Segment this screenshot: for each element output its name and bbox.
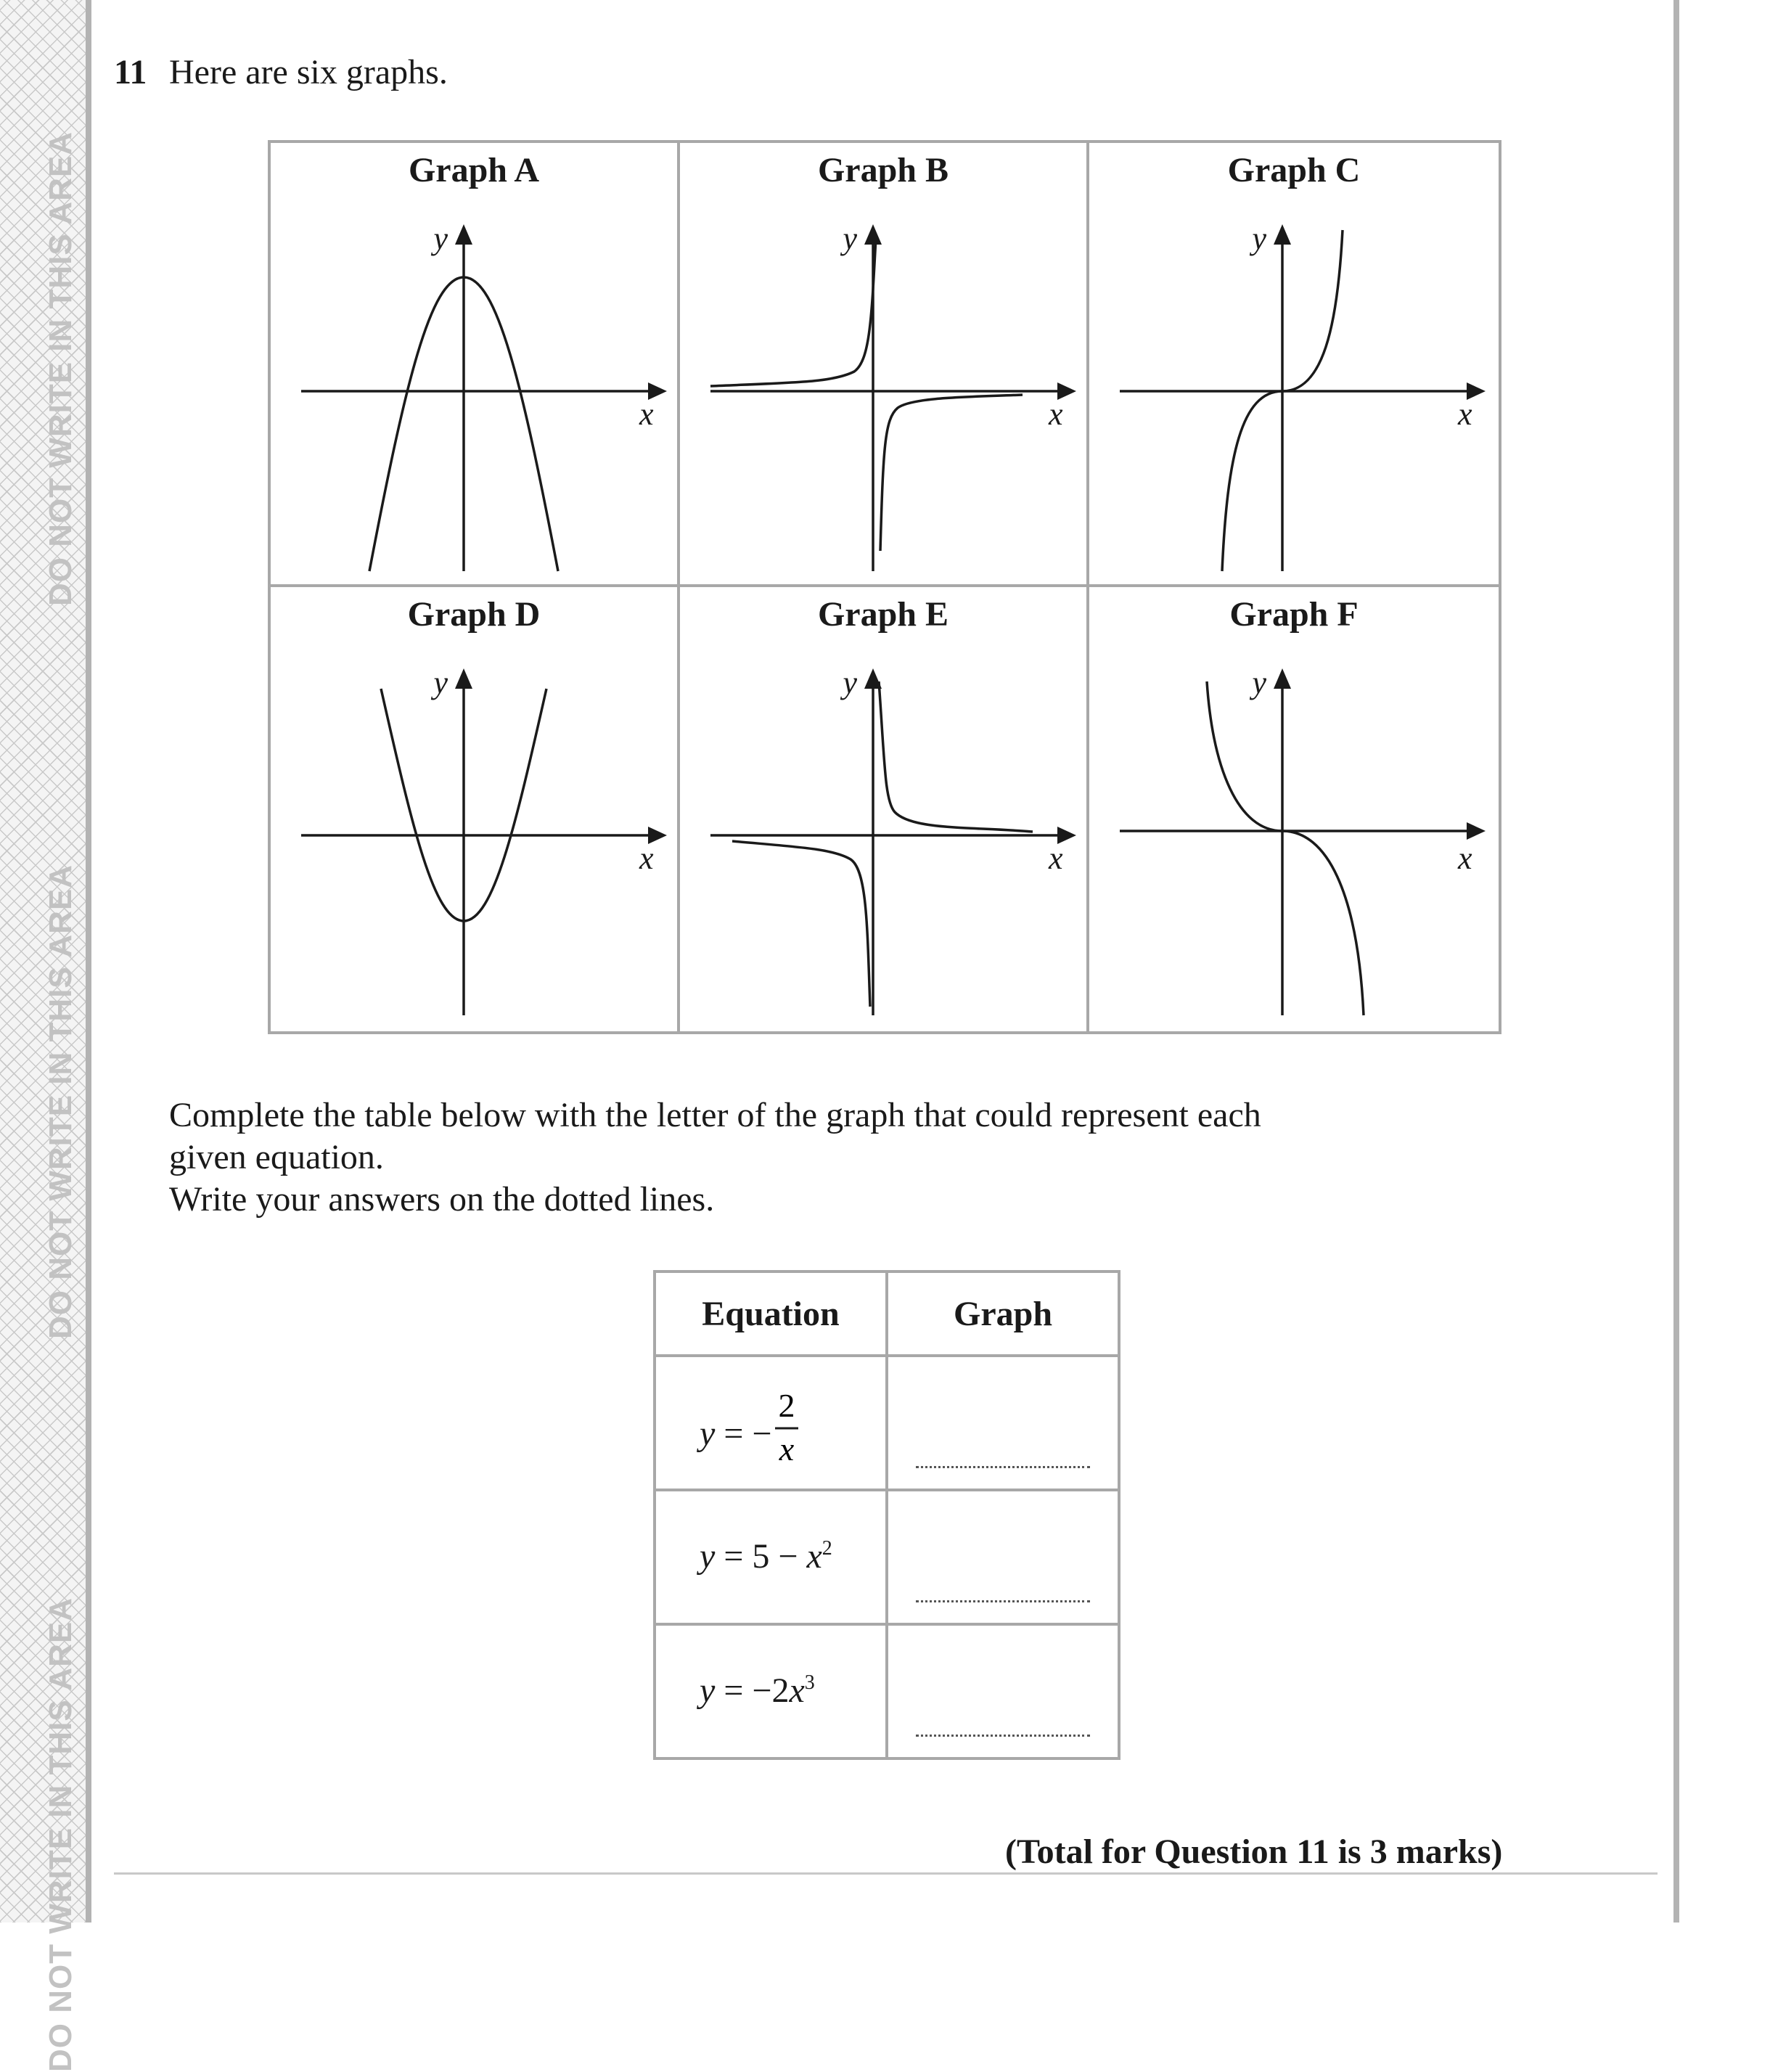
curve — [1207, 681, 1364, 1015]
question-intro: Here are six graphs. — [169, 53, 448, 91]
fraction — [772, 1380, 801, 1475]
graph-c-plot — [1089, 143, 1497, 587]
y-axis-arrow — [455, 224, 472, 245]
answer-dotted-line[interactable] — [916, 1466, 1090, 1468]
x-axis-label: x — [1458, 840, 1472, 876]
graphs-grid — [268, 140, 1501, 1034]
graph-c-cell — [1089, 143, 1499, 587]
x-axis-label: x — [1458, 396, 1472, 432]
instructions — [169, 1094, 1261, 1221]
y-axis-arrow — [864, 224, 882, 245]
graph-title: Graph D — [407, 595, 541, 634]
do-not-write-margin — [0, 0, 86, 2072]
graph-a-cell — [271, 143, 680, 587]
equation-cell — [655, 1490, 887, 1624]
graph-e-plot — [680, 587, 1088, 1031]
graph-b-cell — [680, 143, 1089, 587]
table-header-row — [655, 1272, 1119, 1356]
margin-warning-text: DO NOT WRITE IN THIS AREA — [43, 1597, 78, 2072]
question-number: 11 — [114, 53, 147, 91]
y-axis-label: y — [433, 221, 448, 256]
graph-a-plot — [271, 143, 679, 587]
graph-d-cell — [271, 587, 680, 1031]
graph-f-cell — [1089, 587, 1499, 1031]
answer-cell[interactable] — [887, 1490, 1119, 1624]
x-axis-label: x — [1049, 840, 1063, 876]
table-row — [655, 1624, 1119, 1758]
header-graph: Graph — [887, 1272, 1119, 1356]
graph-e-cell — [680, 587, 1089, 1031]
graph-f-plot — [1089, 587, 1497, 1031]
y-axis-label: y — [433, 665, 448, 700]
answer-table — [653, 1270, 1120, 1760]
table-row — [655, 1356, 1119, 1490]
graph-b-plot — [680, 143, 1088, 587]
graph-title: Graph F — [1229, 595, 1359, 634]
x-axis-label: x — [639, 396, 654, 432]
answer-dotted-line[interactable] — [916, 1735, 1090, 1737]
instruction-line: Write your answers on the dotted lines. — [169, 1180, 715, 1219]
y-axis-arrow — [1274, 224, 1291, 245]
y-axis-label: y — [843, 221, 857, 256]
graph-title: Graph E — [817, 595, 949, 634]
curve-branch-lower-right — [880, 395, 1023, 551]
bottom-divider — [114, 1872, 1658, 1875]
answer-cell[interactable] — [887, 1356, 1119, 1490]
fraction-numerator: 2 — [778, 1387, 795, 1424]
margin-warning-text: DO NOT WRITE IN THIS AREA — [43, 131, 78, 606]
curve-branch-upper-left — [710, 237, 876, 386]
instruction-line: given equation. — [169, 1138, 384, 1176]
y-axis-arrow — [1274, 668, 1291, 689]
equation-cell — [655, 1356, 887, 1490]
table-row — [655, 1490, 1119, 1624]
curve-branch-upper-right — [879, 681, 1033, 832]
x-axis-label: x — [1049, 396, 1063, 432]
equation: y = − — [700, 1414, 772, 1453]
instruction-line: Complete the table below with the letter of the graph that could represent each — [169, 1096, 1261, 1134]
x-axis-label: x — [639, 840, 654, 876]
graph-title: Graph B — [817, 151, 949, 189]
graph-d-plot — [271, 587, 679, 1031]
y-axis-arrow — [455, 668, 472, 689]
fraction-denominator: x — [779, 1430, 795, 1467]
y-axis-label: y — [1252, 665, 1266, 700]
page-border-left — [86, 0, 91, 1922]
header-equation: Equation — [655, 1272, 887, 1356]
equation: $y = 5 - x^2$ — [700, 1537, 832, 1576]
y-axis-label: y — [1252, 221, 1266, 256]
y-axis-label: y — [843, 665, 857, 700]
y-axis-arrow — [864, 668, 882, 689]
x-axis-arrow — [1467, 822, 1486, 840]
graph-title: Graph C — [1227, 151, 1361, 189]
answer-dotted-line[interactable] — [916, 1600, 1090, 1602]
graph-title: Graph A — [408, 151, 540, 189]
answer-cell[interactable] — [887, 1624, 1119, 1758]
equation-cell — [655, 1624, 887, 1758]
page-border-right — [1673, 0, 1679, 1922]
margin-warning-text: DO NOT WRITE IN THIS AREA — [43, 864, 78, 1339]
equation: $y = -2x^3$ — [700, 1671, 815, 1710]
total-marks: (Total for Question 11 is 3 marks) — [1005, 1833, 1503, 1871]
curve-branch-lower-left — [732, 841, 870, 1007]
